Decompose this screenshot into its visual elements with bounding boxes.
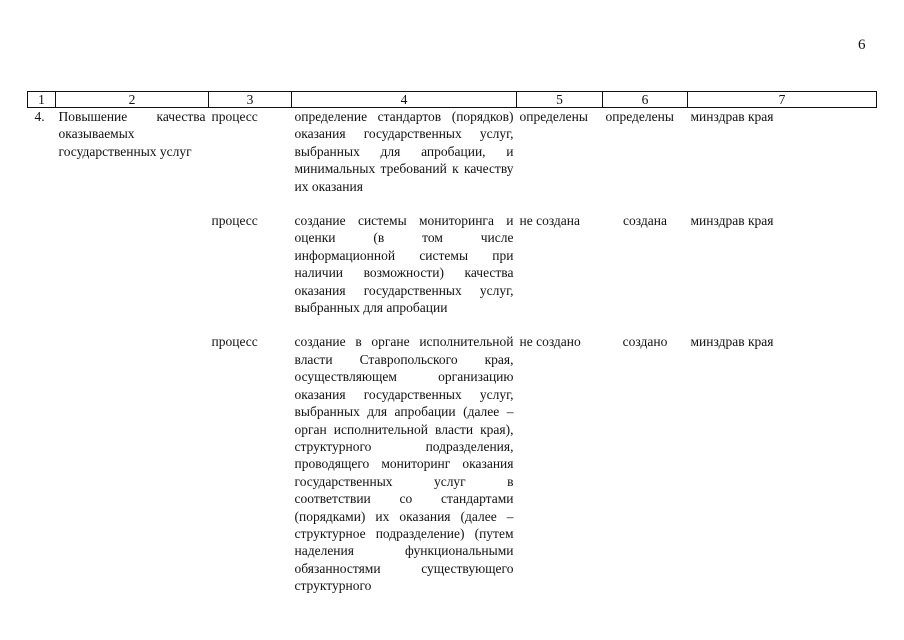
column-header-2: 2 [56,92,209,108]
activity-type: процесс [211,334,258,350]
status-after: создано [622,334,668,350]
column-header-5: 5 [517,92,603,108]
status-after: создана [623,213,667,229]
table-header [28,92,877,108]
activity-type: процесс [211,213,258,229]
table-row [28,195,877,316]
activity-description: определение стандартов (порядков) оказания государственных услуг, выбранных для апробации, и минимальных требований к качеству их оказания [294,109,514,194]
activity-name [56,316,209,594]
activity-description: создание системы мониторинга и оценки (в том числе информационной системы при наличии возможности) качества оказания государственных услуг, выбранных для апробации [294,213,514,316]
activities-table [27,91,877,595]
column-header-4: 4 [292,92,517,108]
status-before: не создано [519,334,581,350]
status-after: определены [605,109,674,124]
status-before: не создана [519,213,580,229]
activity-description: создание в органе исполнительной власти Ставропольского края, осуществляющем организацию оказания государственных услуг, выбранных для апробации (далее – орган исполнительной власти края), структурного подразделения, проводящего мониторинг оказания государственных услуг в соответствии со стандартами (порядками) их оказания (далее – структурное подразделение) (путем наделения функциональными обязанностями существующего структурного [294,334,514,594]
activity-name: Повышение качества оказываемых государственных услуг [58,109,206,159]
column-header-3: 3 [209,92,292,108]
row-number [28,316,56,594]
status-before: определены [519,109,588,124]
header-row [28,92,877,108]
activity-name [56,195,209,316]
page-number: 6 [858,37,866,53]
row-number [28,195,56,316]
responsible-body: минздрав края [690,109,774,124]
column-header-7: 7 [688,92,877,108]
row-number: 4. [34,109,45,124]
activity-type: процесс [211,109,258,124]
table-row [28,316,877,594]
column-header-6: 6 [603,92,688,108]
responsible-body: минздрав края [690,334,774,350]
table-row [28,108,877,196]
column-header-1: 1 [28,92,56,108]
table-body [28,108,877,595]
responsible-body: минздрав края [690,213,774,229]
